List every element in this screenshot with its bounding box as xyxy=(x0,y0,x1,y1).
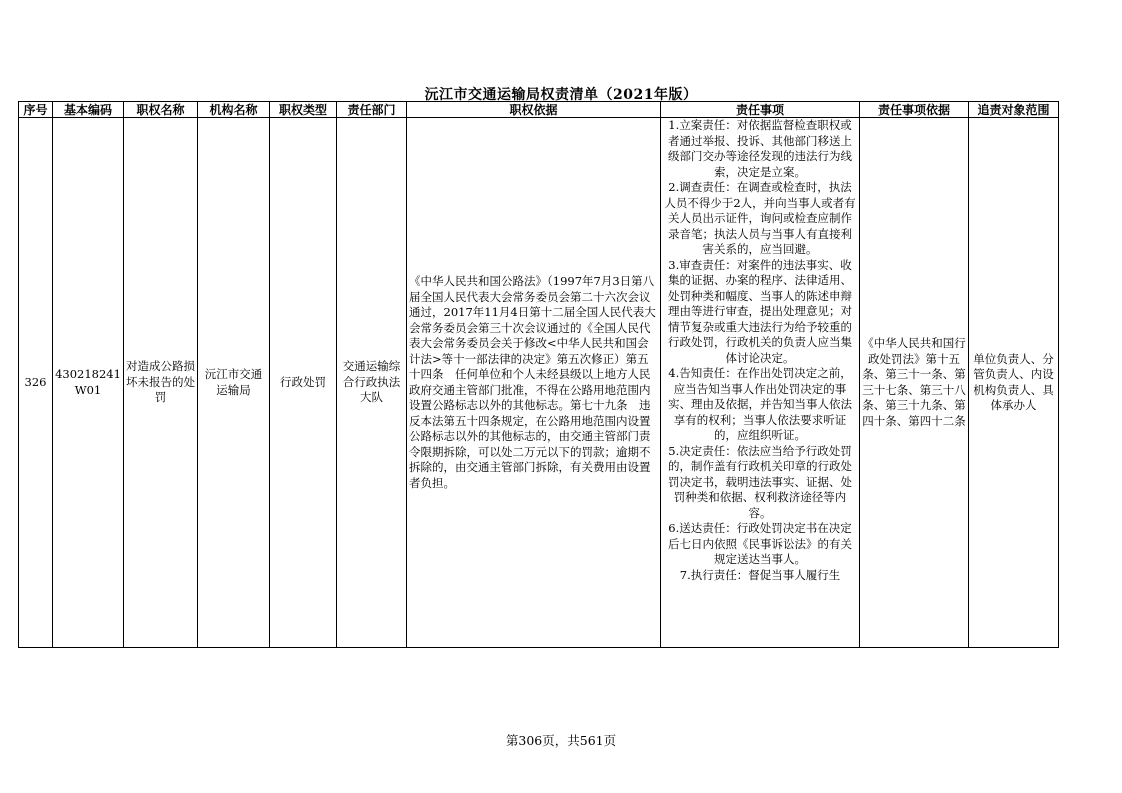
duty-list xyxy=(663,118,857,647)
cell-duties xyxy=(661,118,860,648)
cell-duty-basis: 《中华人民共和国行政处罚法》第十五条、第三十一条、第三十七条、第三十八条、第三十九条、第四十条、第四十二条 xyxy=(860,118,969,648)
power-list-table xyxy=(18,101,1059,648)
col-header-power-name: 职权名称 xyxy=(124,102,198,118)
cell-power-name: 对造成公路损坏未报告的处罚 xyxy=(124,118,198,648)
cell-accountable: 单位负责人、分管负责人、内设机构负责人、具体承办人 xyxy=(969,118,1059,648)
cell-basis: 《中华人民共和国公路法》（1997年7月3日第八届全国人民代表大会常务委员会第二十六次会议通过，2017年11月4日第十二届全国人民代表大会常务委员会第三十次会议通过的《全国人民代表大会常务委员会关于修改<中华人民共和国会计法>等十一部法律的决定》第五次修正）第五十四条 任何单位和个人未经县级以上地方人民政府交通主管部门批准，不得在公路用地范围内设置公路标志以外的其他标志。第七十九条 违反本法第五十四条规定，在公路用地范围内设置公路标志以外的其他标志的，由交通主管部门责令限期拆除，可以处二万元以下的罚款；逾期不拆除的，由交通主管部门拆除，有关费用由设置者负担。 xyxy=(407,118,661,648)
duty-item: 3.审查责任：对案件的违法事实、收集的证据、办案的程序、法律适用、处罚种类和幅度、当事人的陈述申辩理由等进行审查，提出处理意见；对情节复杂或重大违法行为给予较重的行政处罚，行政机关的负责人应当集体讨论决定。 xyxy=(668,257,852,365)
col-header-duty-basis: 责任事项依据 xyxy=(860,102,969,118)
col-header-department: 责任部门 xyxy=(337,102,407,118)
col-header-agency: 机构名称 xyxy=(198,102,270,118)
cell-power-type: 行政处罚 xyxy=(270,118,337,648)
col-header-seq: 序号 xyxy=(19,102,53,118)
cell-department: 交通运输综合行政执法大队 xyxy=(337,118,407,648)
duty-item: 7.执行责任：督促当事人履行生 xyxy=(679,567,841,582)
header-row xyxy=(19,102,1059,118)
cell-agency: 沅江市交通运输局 xyxy=(198,118,270,648)
table-row xyxy=(19,118,1059,648)
duty-item: 2.调查责任：在调查或检查时，执法人员不得少于2人，并向当事人或者有关人员出示证件，询问或检查应制作录音笔；执法人员与当事人有直接利害关系的，应当回避。 xyxy=(664,180,856,256)
duty-item: 5.决定责任：依法应当给予行政处罚的，制作盖有行政机关印章的行政处罚决定书，载明违法事实、证据、处罚种类和依据、权利救济途径等内容。 xyxy=(668,443,852,520)
col-header-basis: 职权依据 xyxy=(407,102,661,118)
duty-item: 6.送达责任：行政处罚决定书在决定后七日内依照《民事诉讼法》的有关规定送达当事人。 xyxy=(668,521,852,566)
col-header-code: 基本编码 xyxy=(53,102,124,118)
col-header-power-type: 职权类型 xyxy=(270,102,337,118)
col-header-duties: 责任事项 xyxy=(661,102,860,118)
cell-seq: 326 xyxy=(19,118,53,648)
col-header-accountable: 追责对象范围 xyxy=(969,102,1059,118)
page-footer: 第306页，共561页 xyxy=(505,733,617,748)
duty-item: 1.立案责任：对依据监督检查职权或者通过举报、投诉、其他部门移送上级部门交办等途径发现的违法行为线索，决定是立案。 xyxy=(668,118,852,179)
duty-item: 4.告知责任：在作出处罚决定之前，应当告知当事人作出处罚决定的事实、理由及依据，并告知当事人依法享有的权利；当事人依法要求听证的，应组织听证。 xyxy=(668,366,852,442)
page-title: 沅江市交通运输局权责清单（2021年版） xyxy=(424,87,698,103)
cell-code: 430218241W01 xyxy=(53,118,124,648)
